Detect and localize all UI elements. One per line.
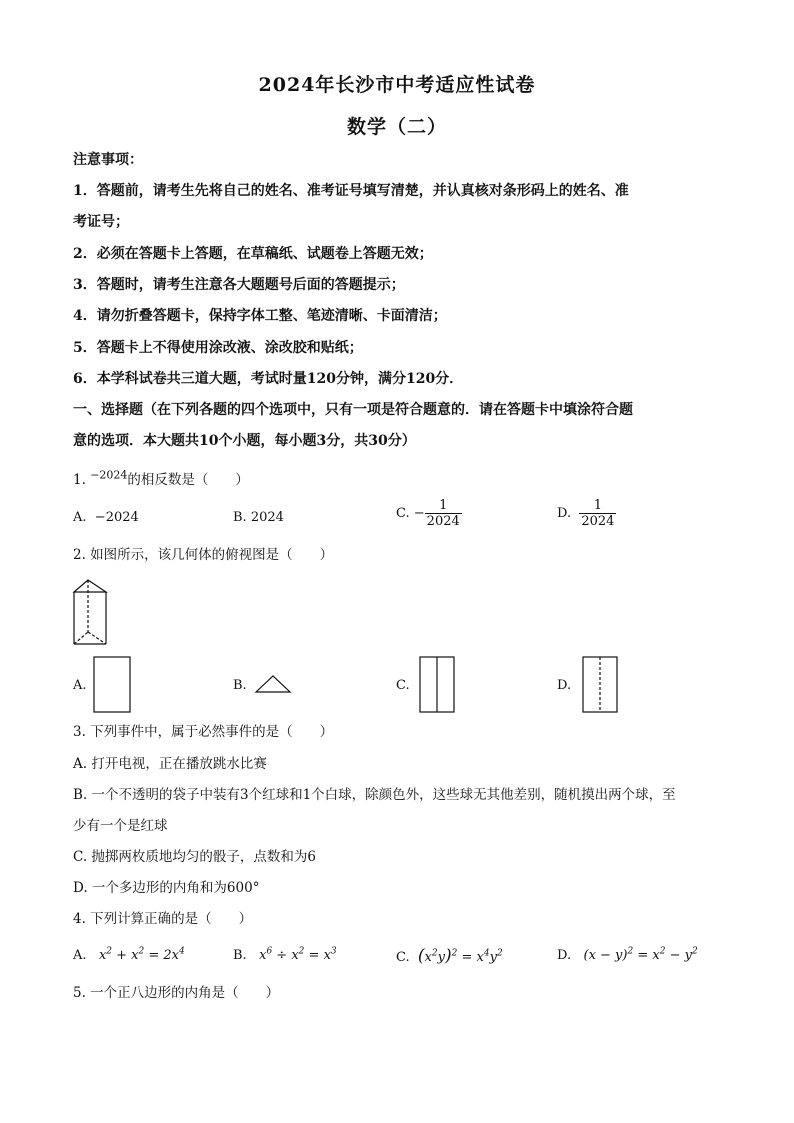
q1-number: 1. — [73, 472, 86, 488]
note-item: 考证号； — [73, 214, 129, 230]
question-4: 4. 下列计算正确的是（ ） — [73, 911, 253, 927]
note-item: 5．答题卡上不得使用涂改液、涂改胶和贴纸； — [73, 340, 363, 356]
note-item: 6．本学科试卷共三道大题，考试时量120分钟，满分120分． — [73, 371, 464, 387]
note-item: 1．答题前，请考生先将自己的姓名、准考证号填写清楚，并认真核对条形码上的姓名、准 — [73, 183, 629, 199]
q2-option-a-label: A. — [73, 678, 87, 693]
question-3: 3. 下列事件中，属于必然事件的是（ ） — [73, 724, 334, 740]
q2-option-d-figure — [582, 656, 622, 714]
prism-figure — [68, 576, 116, 648]
q2-option-b-figure — [254, 673, 294, 695]
fraction: $\frac{1}{2024}$ — [581, 498, 615, 529]
q3-option-b-cont: 少有一个是红球 — [73, 818, 168, 834]
q1-option-a: A. −2024 — [73, 510, 139, 525]
q4-option-b: B. $x^6 \div x^2 = x^3$ — [233, 946, 337, 963]
question-1 — [73, 470, 733, 490]
section-heading-cont: 意的选项．本大题共10个小题，每小题3分，共30分） — [73, 433, 416, 449]
exam-subtitle: 数学（二） — [346, 116, 447, 138]
q2-option-a-figure — [93, 656, 133, 714]
formula: $x^6 \div x^2 = x^3$ — [259, 946, 337, 963]
note-item: 4．请勿折叠答题卡，保持字体工整、笔迹清晰、卡面清洁； — [73, 308, 447, 324]
q4-option-d: D. $(x - y)^2 = x^2 - y^2$ — [557, 946, 698, 963]
q1-stem: 的相反数是（ ） — [127, 472, 249, 488]
q3-option-c: C. 抛掷两枚质地均匀的骰子，点数和为6 — [73, 849, 317, 865]
q2-option-d-label: D. — [557, 678, 572, 693]
formula: $(x - y)^2 = x^2 - y^2$ — [583, 946, 698, 963]
fraction: $\frac{1}{2024}$ — [426, 498, 460, 529]
note-item: 2．必须在答题卡上答题，在草稿纸、试题卷上答题无效； — [73, 246, 433, 262]
note-item: 3．答题时，请考生注意各大题题号后面的答题提示； — [73, 277, 405, 293]
q1-option-d: D. $\frac{1}{2024}$ — [557, 498, 615, 529]
q3-option-d: D. 一个多边形的内角和为600° — [73, 880, 260, 896]
formula: $(x^2y)^2 = x^4y^2$ — [417, 946, 503, 966]
q1-option-b: B. 2024 — [233, 510, 284, 525]
q3-option-a: A. 打开电视，正在播放跳水比赛 — [73, 756, 267, 772]
q1-option-c: C. − $\frac{1}{2024}$ — [396, 498, 460, 529]
question-5: 5. 一个正八边形的内角是（ ） — [73, 985, 280, 1001]
formula: $x^2 + x^2 = 2x^4$ — [98, 946, 185, 963]
section-heading: 一、选择题（在下列各题的四个选项中，只有一项是符合题意的．请在答题卡中填涂符合题 — [73, 402, 633, 418]
q2-option-c-label: C. — [396, 678, 410, 693]
q4-option-c: C. $(x^2y)^2 = x^4y^2$ — [396, 946, 503, 966]
q4-option-a: A. $x^2 + x^2 = 2x^4$ — [73, 946, 185, 963]
exam-title: 2024年长沙市中考适应性试卷 — [258, 74, 536, 96]
notes-heading: 注意事项： — [73, 152, 143, 168]
q1-value: −2024 — [90, 468, 128, 482]
q2-option-c-figure — [419, 656, 459, 714]
q3-option-b: B. 一个不透明的袋子中装有3个红球和1个白球，除颜色外，这些球无其他差别，随机摸出两个球，至 — [73, 787, 676, 803]
q2-option-b-label: B. — [233, 678, 247, 693]
question-2: 2. 如图所示，该几何体的俯视图是（ ） — [73, 547, 334, 563]
